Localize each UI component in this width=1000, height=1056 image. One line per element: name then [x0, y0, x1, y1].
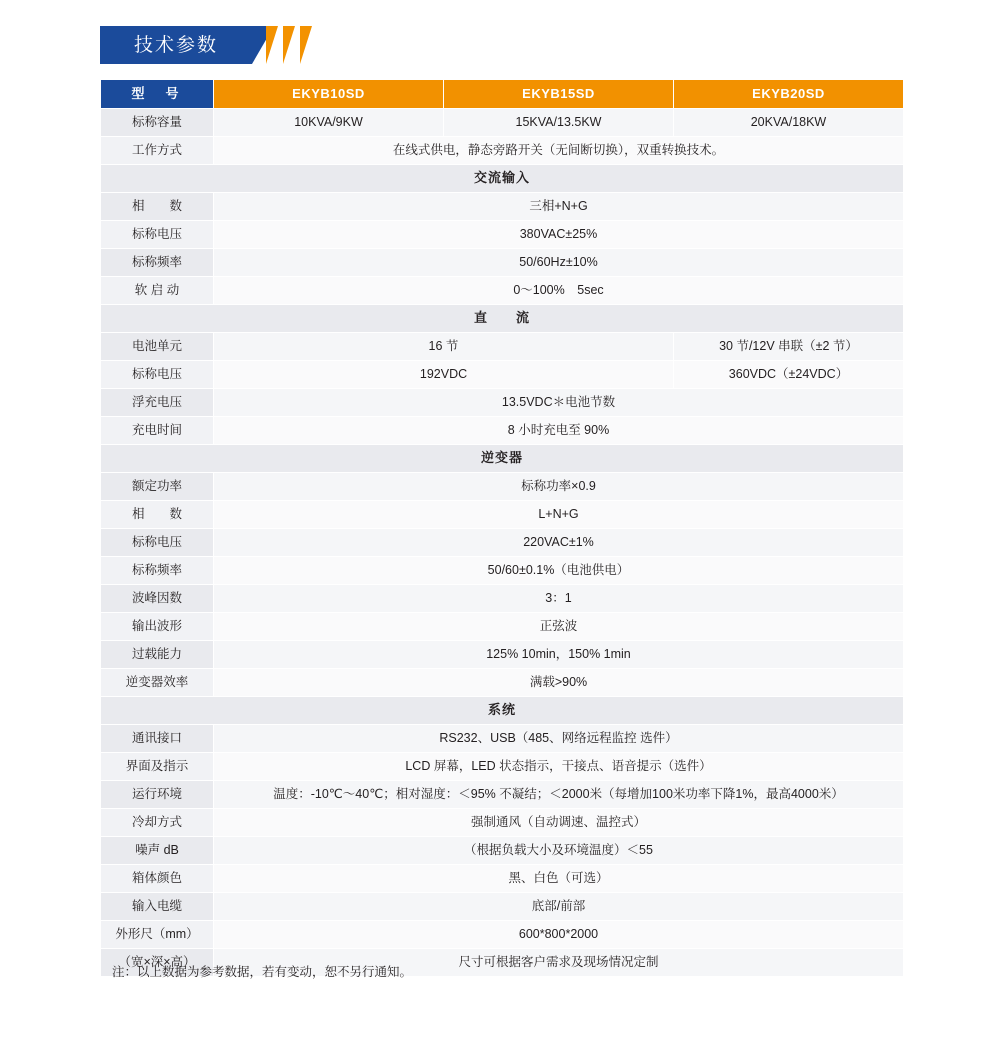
row-value: 20KVA/18KW: [674, 109, 904, 137]
row-label: 工作方式: [101, 137, 214, 165]
row-label: 软 启 动: [101, 277, 214, 305]
row-value: 3：1: [214, 585, 904, 613]
row-label: 标称电压: [101, 221, 214, 249]
accent-slash-icon-1: [266, 26, 278, 64]
row-value: 50/60Hz±10%: [214, 249, 904, 277]
section-band-label: 直 流: [101, 305, 904, 333]
row-label: 输出波形: [101, 613, 214, 641]
table-header-row: [101, 80, 904, 109]
row-label: 冷却方式: [101, 809, 214, 837]
table-row: [101, 501, 904, 529]
row-value: 0～100% 5sec: [214, 277, 904, 305]
table-row: [101, 109, 904, 137]
row-value: 16 节: [214, 333, 674, 361]
row-label: 充电时间: [101, 417, 214, 445]
table-row: [101, 669, 904, 697]
row-value: 强制通风（自动调速、温控式）: [214, 809, 904, 837]
row-label: 标称频率: [101, 557, 214, 585]
row-value: 13.5VDC＊电池节数: [214, 389, 904, 417]
section-band-label: 逆变器: [101, 445, 904, 473]
section-band-ac-input: [101, 165, 904, 193]
table-row: [101, 473, 904, 501]
section-band-label: 交流输入: [101, 165, 904, 193]
page-title: 技术参数: [133, 34, 218, 56]
row-value: 满载>90%: [214, 669, 904, 697]
table-row: [101, 557, 904, 585]
table-row: [101, 781, 904, 809]
row-label: 过载能力: [101, 641, 214, 669]
row-value: 温度：-10℃～40℃；相对湿度：＜95% 不凝结；＜2000米（每增加100米功率下降1%，最高4000米）: [214, 781, 904, 809]
column-header-ekyb20sd: EKYB20SD: [674, 80, 904, 109]
accent-slash-icon-3: [300, 26, 312, 64]
table-row: [101, 725, 904, 753]
row-value: 220VAC±1%: [214, 529, 904, 557]
table-row: [101, 613, 904, 641]
row-value: 50/60±0.1%（电池供电）: [214, 557, 904, 585]
table-row: [101, 753, 904, 781]
row-label: 额定功率: [101, 473, 214, 501]
table-row: [101, 137, 904, 165]
table-row: [101, 417, 904, 445]
row-label: 逆变器效率: [101, 669, 214, 697]
row-label: 界面及指示: [101, 753, 214, 781]
accent-slash-icon-2: [283, 26, 295, 64]
row-label: 噪声 dB: [101, 837, 214, 865]
row-label: 标称电压: [101, 529, 214, 557]
row-value: （根据负载大小及环境温度）＜55: [214, 837, 904, 865]
column-header-ekyb15sd: EKYB15SD: [444, 80, 674, 109]
section-band-label: 系统: [101, 697, 904, 725]
section-title-block: [100, 26, 252, 64]
section-band-dc: [101, 305, 904, 333]
row-label: 通讯接口: [101, 725, 214, 753]
row-label: 标称频率: [101, 249, 214, 277]
table-row: [101, 333, 904, 361]
table-row: [101, 529, 904, 557]
row-value: 125% 10min，150% 1min: [214, 641, 904, 669]
row-value: 15KVA/13.5KW: [444, 109, 674, 137]
table-row: [101, 193, 904, 221]
row-label: （宽×深×高）: [101, 949, 214, 977]
section-title-banner: [100, 26, 330, 64]
column-header-model-label: 型 号: [101, 80, 214, 109]
row-label: 相 数: [101, 193, 214, 221]
row-value: 尺寸可根据客户需求及现场情况定制: [214, 949, 904, 977]
section-band-inverter: [101, 445, 904, 473]
table-row: [101, 641, 904, 669]
row-label: 电池单元: [101, 333, 214, 361]
row-value: 在线式供电，静态旁路开关（无间断切换），双重转换技术。: [214, 137, 904, 165]
row-label: 外形尺（mm）: [101, 921, 214, 949]
row-value: 192VDC: [214, 361, 674, 389]
row-value: 标称功率×0.9: [214, 473, 904, 501]
row-value: 30 节/12V 串联（±2 节）: [674, 333, 904, 361]
specifications-table: [100, 79, 904, 977]
table-row: [101, 221, 904, 249]
row-value: 黑、白色（可选）: [214, 865, 904, 893]
row-value: 360VDC（±24VDC）: [674, 361, 904, 389]
table-row: [101, 249, 904, 277]
table-row: [101, 837, 904, 865]
table-row: [101, 361, 904, 389]
table-row: [101, 389, 904, 417]
table-row: [101, 893, 904, 921]
row-label: 标称容量: [101, 109, 214, 137]
row-value: 三相+N+G: [214, 193, 904, 221]
table-row: [101, 865, 904, 893]
column-header-ekyb10sd: EKYB10SD: [214, 80, 444, 109]
row-label: 箱体颜色: [101, 865, 214, 893]
table-row: [101, 277, 904, 305]
row-label: 标称电压: [101, 361, 214, 389]
row-label: 浮充电压: [101, 389, 214, 417]
section-band-system: [101, 697, 904, 725]
row-value: 10KVA/9KW: [214, 109, 444, 137]
row-value: 正弦波: [214, 613, 904, 641]
row-value: RS232、USB（485、网络远程监控 选件）: [214, 725, 904, 753]
row-label: 波峰因数: [101, 585, 214, 613]
row-value: LCD 屏幕，LED 状态指示，干接点、语音提示（选件）: [214, 753, 904, 781]
row-label: 相 数: [101, 501, 214, 529]
row-value: 600*800*2000: [214, 921, 904, 949]
row-value: 380VAC±25%: [214, 221, 904, 249]
row-value: 底部/前部: [214, 893, 904, 921]
row-label: 运行环境: [101, 781, 214, 809]
table-row: [101, 809, 904, 837]
table-row: [101, 921, 904, 949]
table-row: [101, 585, 904, 613]
row-value: L+N+G: [214, 501, 904, 529]
row-label: 输入电缆: [101, 893, 214, 921]
row-value: 8 小时充电至 90%: [214, 417, 904, 445]
table-footnote: 注：以上数据为参考数据，若有变动，恕不另行通知。: [112, 965, 413, 979]
